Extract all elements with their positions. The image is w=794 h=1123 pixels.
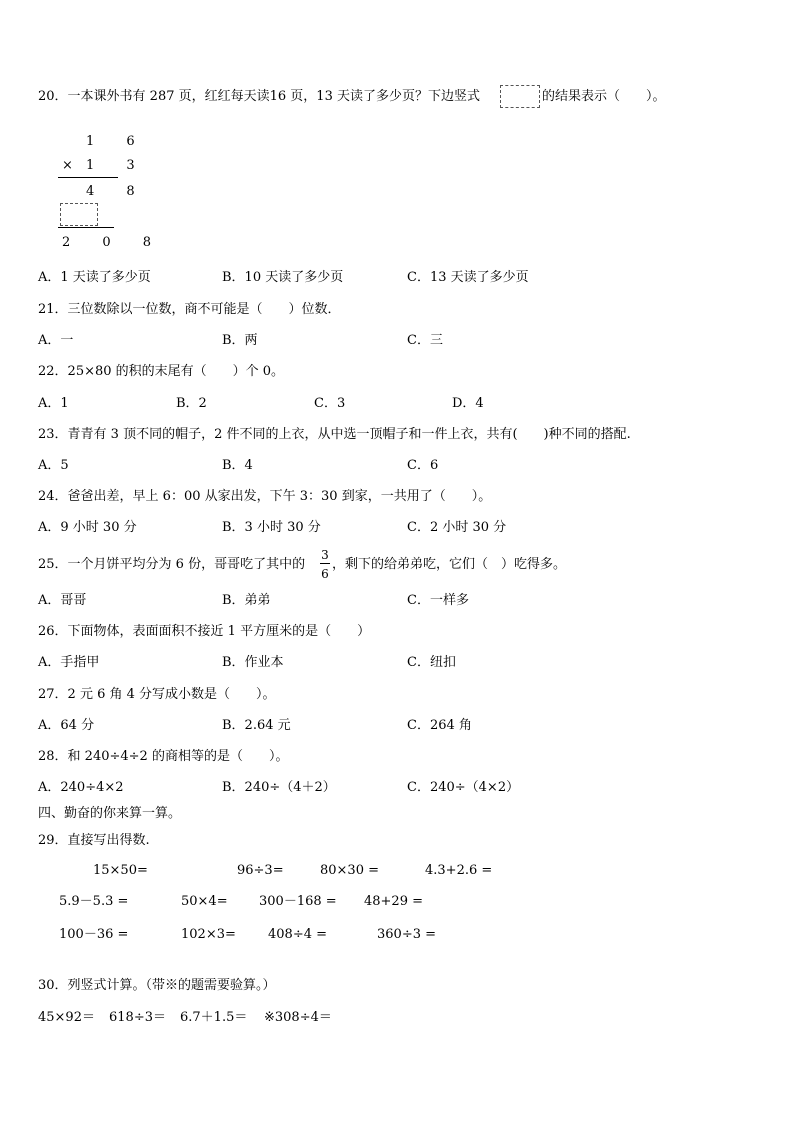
- q24-option-b[interactable]: B．3 小时 30 分: [222, 520, 321, 535]
- q30-item: 45×92＝: [38, 1010, 95, 1025]
- vm-line-1: [58, 177, 118, 178]
- vm-row3: 4 8: [86, 184, 149, 199]
- q30-stem: 30．列竖式计算。（带※的题需要验算。）: [38, 978, 276, 993]
- q22-option-d[interactable]: D．4: [452, 396, 484, 411]
- vm-row1: 1 6: [86, 134, 149, 149]
- calc-item: 360÷3 =: [377, 927, 437, 942]
- calc-item: 80×30 =: [320, 863, 380, 878]
- q25-option-b[interactable]: B．弟弟: [222, 593, 271, 608]
- fraction-denominator: 6: [321, 567, 329, 581]
- q21-option-b[interactable]: B．两: [222, 333, 258, 348]
- q25-option-c[interactable]: C．一样多: [407, 593, 469, 608]
- calc-item: 15×50=: [93, 863, 148, 878]
- q22-option-b[interactable]: B．2: [176, 396, 207, 411]
- answer-blank-box[interactable]: [500, 85, 540, 108]
- vm-line-2: [58, 227, 114, 228]
- vm-times-sign: ×: [62, 158, 73, 173]
- calc-item: 5.9－5.3 =: [59, 894, 129, 909]
- calc-item: 48+29 =: [364, 894, 424, 909]
- q21-option-c[interactable]: C．三: [407, 333, 443, 348]
- q29-stem: 29．直接写出得数.: [38, 833, 150, 848]
- q27-option-b[interactable]: B．2.64 元: [222, 718, 291, 733]
- q24-option-c[interactable]: C．2 小时 30 分: [407, 520, 507, 535]
- q25-stem-part1: 25．一个月饼平均分为 6 份，哥哥吃了其中的: [38, 557, 306, 572]
- calc-item: 100－36 =: [59, 927, 129, 942]
- q30-item: 6.7＋1.5＝: [180, 1010, 248, 1025]
- q27-stem: 27．2 元 6 角 4 分写成小数是（ ）。: [38, 687, 276, 702]
- fraction-numerator: 3: [321, 548, 329, 562]
- vm-row2: 1 3: [86, 158, 149, 173]
- q28-option-b[interactable]: B．240÷（4＋2）: [222, 780, 336, 795]
- q23-option-a[interactable]: A．5: [38, 458, 69, 473]
- q30-item: 618÷3＝: [109, 1010, 166, 1025]
- q28-option-a[interactable]: A．240÷4×2: [38, 780, 124, 795]
- q22-option-c[interactable]: C．3: [314, 396, 346, 411]
- q26-stem: 26．下面物体，表面面积不接近 1 平方厘米的是（ ）: [38, 624, 371, 639]
- q27-option-a[interactable]: A．64 分: [38, 718, 95, 733]
- calc-item: 50×4=: [181, 894, 228, 909]
- calc-item: 96÷3=: [237, 863, 284, 878]
- q23-option-c[interactable]: C．6: [407, 458, 439, 473]
- q22-option-a[interactable]: A．1: [38, 396, 69, 411]
- q20-stem-part2: 的结果表示（ ）。: [542, 89, 666, 104]
- calc-item: 102×3=: [181, 927, 236, 942]
- q30-item: ※308÷4＝: [264, 1010, 332, 1025]
- vm-blank-box[interactable]: [60, 203, 98, 226]
- q26-option-b[interactable]: B．作业本: [222, 655, 284, 670]
- calc-item: 408÷4 =: [268, 927, 328, 942]
- section-4-title: 四、勤奋的你来算一算。: [38, 806, 182, 821]
- q26-option-a[interactable]: A．手指甲: [38, 655, 100, 670]
- q20-stem-part1: 20．一本课外书有 287 页，红红每天读16 页，13 天读了多少页？下边竖式: [38, 89, 480, 104]
- q23-stem: 23．青青有 3 顶不同的帽子，2 件不同的上衣，从中选一顶帽子和一件上衣，共有( )种不同的搭配.: [38, 427, 631, 442]
- q27-option-c[interactable]: C．264 角: [407, 718, 472, 733]
- q22-stem: 22．25×80 的积的末尾有（ ）个 0。: [38, 364, 285, 379]
- calc-item: 300－168 =: [259, 894, 337, 909]
- q21-option-a[interactable]: A．一: [38, 333, 74, 348]
- q25-stem-part2: ，剩下的给弟弟吃，它们（ ）吃得多。: [332, 557, 567, 572]
- q24-option-a[interactable]: A．9 小时 30 分: [38, 520, 137, 535]
- q28-stem: 28．和 240÷4÷2 的商相等的是（ ）。: [38, 749, 289, 764]
- q21-stem: 21．三位数除以一位数，商不可能是（ ）位数．: [38, 302, 341, 317]
- q28-option-c[interactable]: C．240÷（4×2）: [407, 780, 520, 795]
- q24-stem: 24．爸爸出差，早上 6：00 从家出发，下午 3：30 到家，一共用了（ ）。: [38, 489, 492, 504]
- q25-option-a[interactable]: A．哥哥: [38, 593, 87, 608]
- q23-option-b[interactable]: B．4: [222, 458, 253, 473]
- q20-option-b[interactable]: B．10 天读了多少页: [222, 270, 344, 285]
- q26-option-c[interactable]: C．纽扣: [407, 655, 456, 670]
- q20-option-c[interactable]: C．13 天读了多少页: [407, 270, 529, 285]
- fraction-bar: [320, 563, 330, 564]
- vm-result: 2 0 8: [62, 235, 166, 250]
- calc-item: 4.3+2.6 =: [425, 863, 493, 878]
- q20-option-a[interactable]: A．1 天读了多少页: [38, 270, 151, 285]
